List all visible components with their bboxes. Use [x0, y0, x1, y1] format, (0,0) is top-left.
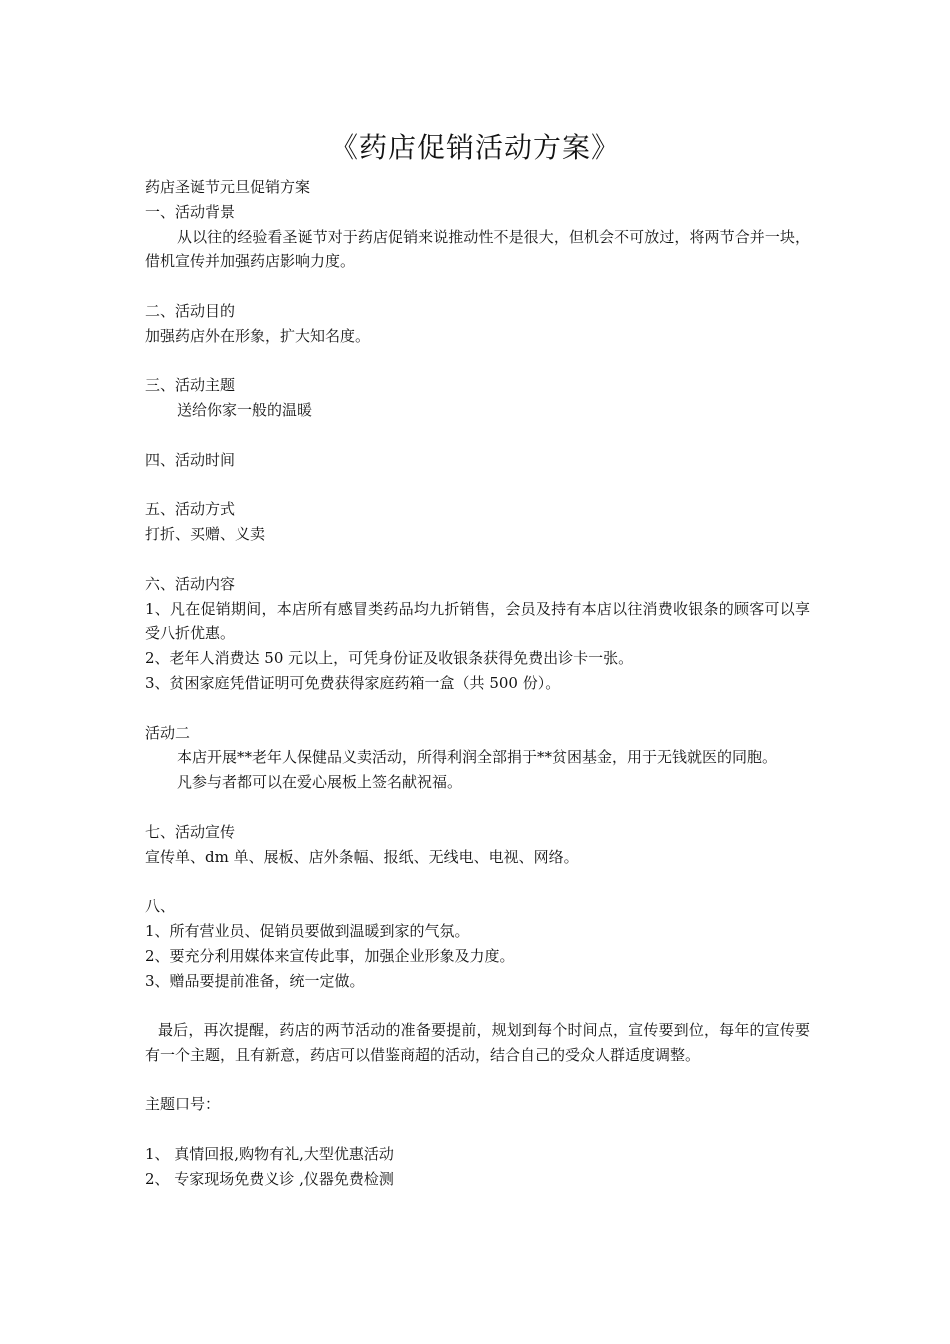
list-item: 2、 专家现场免费义诊 ,仪器免费检测	[145, 1169, 394, 1188]
paragraph: 送给你家一般的温暖	[177, 401, 313, 420]
spacer	[145, 274, 810, 299]
paragraph: 从以往的经验看圣诞节对于药店促销来说推动性不是很大，但机会不可放过，将两节合并一块，借机宣传并加强药店影响力度。	[145, 227, 810, 271]
section-heading: 四、活动时间	[145, 450, 236, 469]
section-heading: 六、活动内容	[145, 574, 236, 593]
paragraph: 凡参与者都可以在爱心展板上签名献祝福。	[177, 773, 463, 792]
list-item: 1、 真情回报,购物有礼,大型优惠活动	[145, 1145, 394, 1164]
list-item: 1、凡在促销期间，本店所有感冒类药品均九折销售，会员及持有本店以往消费收银条的顾客可以享受八折优惠。	[145, 599, 810, 643]
spacer	[145, 869, 810, 894]
spacer	[145, 696, 810, 721]
paragraph: 加强药店外在形象，扩大知名度。	[145, 326, 371, 345]
section-heading: 一、活动背景	[145, 202, 236, 221]
document-body	[145, 175, 810, 1192]
spacer	[145, 547, 810, 572]
section-heading: 七、活动宣传	[145, 822, 236, 841]
document-title: 《药店促销活动方案》	[329, 131, 620, 164]
section-heading: 活动二	[145, 723, 191, 742]
section-heading: 三、活动主题	[145, 376, 236, 395]
paragraph: 打折、买赠、义卖	[145, 525, 266, 544]
list-item: 3、赠品要提前准备，统一定做。	[145, 971, 365, 990]
paragraph: 本店开展**老年人保健品义卖活动，所得利润全部捐于**贫困基金，用于无钱就医的同胞。	[177, 748, 778, 767]
spacer	[145, 473, 810, 498]
list-item: 1、所有营业员、促销员要做到温暖到家的气氛。	[145, 921, 470, 940]
paragraph: 宣传单、dm 单、展板、店外条幅、报纸、无线电、电视、网络。	[145, 847, 579, 866]
spacer	[145, 795, 810, 820]
section-heading: 八、	[145, 897, 176, 916]
section-heading: 二、活动目的	[145, 301, 236, 320]
section-heading: 五、活动方式	[145, 500, 236, 519]
spacer	[145, 1117, 810, 1142]
spacer	[145, 993, 810, 1018]
spacer	[145, 349, 810, 374]
list-item: 2、老年人消费达 50 元以上，可凭身份证及收银条获得免费出诊卡一张。	[145, 649, 634, 668]
document-subtitle: 药店圣诞节元旦促销方案	[145, 178, 311, 196]
list-item: 2、要充分利用媒体来宣传此事，加强企业形象及力度。	[145, 946, 515, 965]
spacer	[145, 423, 810, 448]
closing-paragraph: 最后，再次提醒，药店的两节活动的准备要提前，规划到每个时间点，宣传要到位，每年的宣传要有一个主题，且有新意，药店可以借鉴商超的活动，结合自己的受众人群适度调整。	[145, 1021, 810, 1064]
spacer	[145, 1068, 810, 1093]
section-heading: 主题口号：	[145, 1095, 221, 1114]
list-item: 3、贫困家庭凭借证明可免费获得家庭药箱一盒（共 500 份）。	[145, 673, 561, 692]
